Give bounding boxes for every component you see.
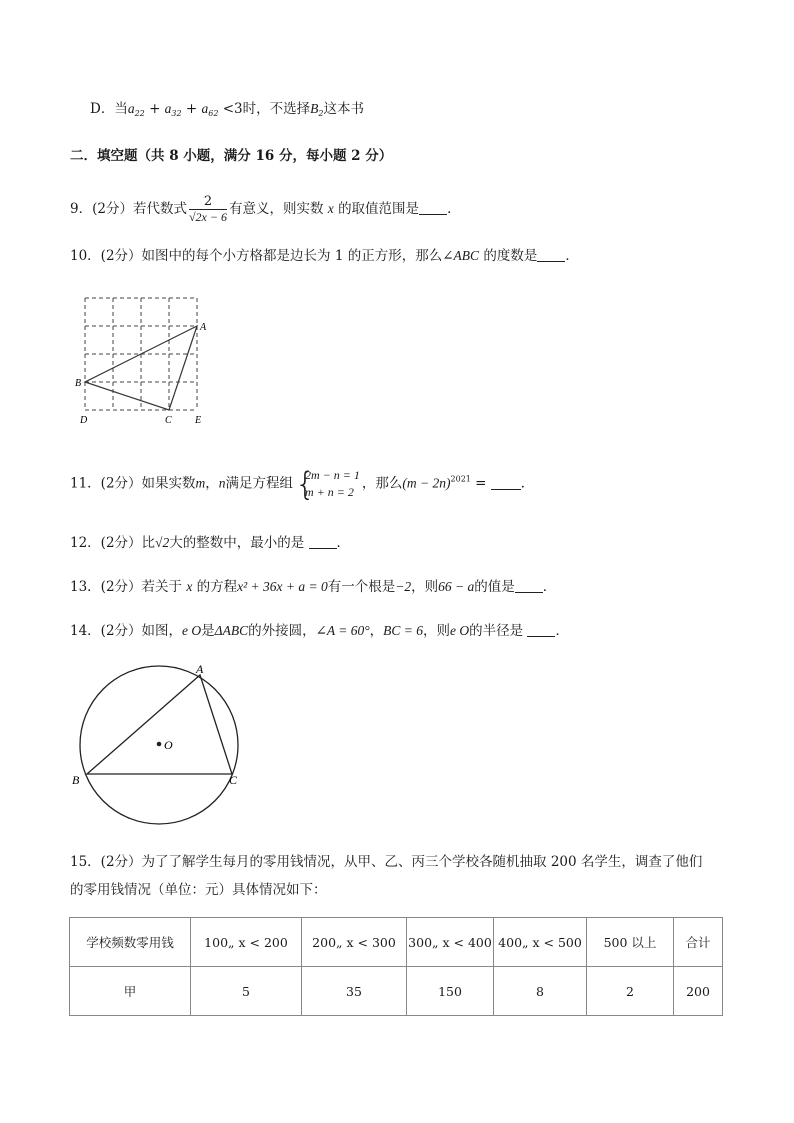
sub-2: 32 xyxy=(171,109,182,118)
center-point xyxy=(157,742,162,747)
q9-fraction xyxy=(189,194,227,225)
q14-mid2: 的外接圆， xyxy=(248,623,316,639)
var-a1: a xyxy=(127,101,135,116)
q14-circle: e O xyxy=(182,623,202,638)
question-9 xyxy=(70,194,461,225)
q12-answer-blank[interactable] xyxy=(309,534,337,549)
q13-mid3: ，则 xyxy=(411,579,439,595)
q14-sep: ， xyxy=(369,623,384,639)
q11-equation-system xyxy=(295,467,360,501)
q13-root: −2 xyxy=(395,579,412,594)
q10-grid-figure xyxy=(74,292,214,430)
q13-end: ． xyxy=(542,579,557,595)
q11-sep: ， xyxy=(205,475,219,492)
q10-end: ． xyxy=(565,248,579,264)
q11-eq2: m + n = 2 xyxy=(305,485,354,499)
q11-eq1: 2m − n = 1 xyxy=(305,468,360,482)
header-cell: 学校频数零用钱 xyxy=(70,918,191,967)
q14-angle: ∠A = 60° xyxy=(315,623,370,638)
option-d xyxy=(90,99,364,124)
q11-after: ，那么 xyxy=(361,475,403,492)
table-cell: 2 xyxy=(587,967,674,1016)
question-10 xyxy=(70,246,579,266)
label-a: A xyxy=(196,662,204,676)
table-cell: 甲 xyxy=(70,967,191,1016)
q13-lead: 13．(2分）若关于 xyxy=(70,579,183,595)
var-a3: a xyxy=(201,101,209,116)
q12-sqrt: √2 xyxy=(155,535,170,550)
q12-lead: 12．(2分）比 xyxy=(70,535,156,551)
header-cell: 400„ x < 500 xyxy=(494,918,587,967)
var-b: B xyxy=(310,101,319,116)
header-cell: 300„ x < 400 xyxy=(407,918,494,967)
q10-answer-blank[interactable] xyxy=(537,247,565,262)
table-cell: 35 xyxy=(302,967,407,1016)
q13-answer-blank[interactable] xyxy=(515,578,543,593)
q14-mid: 是 xyxy=(201,623,215,639)
table-cell: 5 xyxy=(191,967,302,1016)
label-a: A xyxy=(200,322,207,333)
q11-answer-blank[interactable] xyxy=(491,475,521,490)
q9-denominator: √2x − 6 xyxy=(188,210,227,224)
q13-tail: 的值是 xyxy=(474,579,515,595)
question-14 xyxy=(70,621,569,641)
q14-lead: 14．(2分）如图， xyxy=(70,623,183,639)
table-row xyxy=(70,967,723,1016)
header-cell: 100„ x < 200 xyxy=(191,918,302,967)
q14-triangle: ΔABC xyxy=(214,623,249,638)
q11-m: m xyxy=(195,475,206,491)
label-b: B xyxy=(75,378,82,389)
table-cell: 200 xyxy=(674,967,723,1016)
sub-3: 62 xyxy=(208,109,219,118)
q14-end: ． xyxy=(555,623,569,639)
question-15-line2: 的零用钱情况（单位：元）具体情况如下： xyxy=(70,882,327,898)
q14-circle-figure xyxy=(68,660,254,826)
plus-1: + xyxy=(149,101,161,117)
q13-expr: 66 − a xyxy=(438,579,475,594)
question-13 xyxy=(70,577,556,597)
q13-mid: 的方程 xyxy=(196,579,238,595)
sub-b: 2 xyxy=(318,109,324,118)
q14-answer-blank[interactable] xyxy=(527,622,555,637)
q13-equation: x² + 36x + a = 0 xyxy=(237,579,328,594)
label-o: O xyxy=(164,738,173,752)
label-c: C xyxy=(165,415,172,426)
sub-1: 22 xyxy=(134,109,145,118)
plus-2: + xyxy=(185,101,198,117)
q14-mid3: ，则 xyxy=(423,623,451,639)
header-cell: 200„ x < 300 xyxy=(302,918,407,967)
table-cell: 150 xyxy=(407,967,494,1016)
q14-side: BC = 6 xyxy=(383,623,424,638)
q9-numerator: 2 xyxy=(189,194,227,210)
label-d: D xyxy=(80,415,88,426)
label-e: E xyxy=(195,415,202,426)
q10-lead: 10．(2分）如图中的每个小方格都是边长为 1 的正方形，那么 xyxy=(70,248,443,264)
triangle-abc xyxy=(87,675,232,774)
q9-tail: 有意义，则实数 xyxy=(228,201,324,217)
option-d-suffix: 这本书 xyxy=(323,101,364,117)
table-cell: 8 xyxy=(494,967,587,1016)
q13-mid2: 有一个根是 xyxy=(327,579,396,595)
q13-var: x xyxy=(186,579,193,594)
q11-equals: = xyxy=(470,475,491,492)
question-12 xyxy=(70,533,350,553)
table-header-row xyxy=(70,918,723,967)
q11-n: n xyxy=(218,475,226,491)
q11-expr: (m − 2n) xyxy=(402,475,451,491)
brace: { xyxy=(295,465,316,503)
question-11 xyxy=(70,467,534,501)
q9-var: x xyxy=(327,201,334,216)
section-heading: 二．填空题（共 8 小题，满分 16 分，每小题 2 分） xyxy=(70,148,393,164)
question-15-line1: 15．(2分）为了了解学生每月的零用钱情况，从甲、乙、丙三个学校各随机抽取 200 名学生，调查了他们 xyxy=(70,854,703,870)
allowance-table xyxy=(69,917,723,1016)
header-cell: 合计 xyxy=(674,918,723,967)
q14-circle2: e O xyxy=(450,623,470,638)
q11-end: ． xyxy=(520,475,535,492)
label-c: C xyxy=(229,773,238,787)
label-b: B xyxy=(72,773,80,787)
q9-end: ． xyxy=(447,201,461,217)
option-d-relation: <3时，不选择 xyxy=(222,101,311,117)
q9-answer-blank[interactable] xyxy=(419,200,447,215)
q12-tail: 大的整数中，最小的是 xyxy=(169,535,305,551)
q10-angle: ∠ABC xyxy=(442,248,480,263)
q11-mid: 满足方程组 xyxy=(225,475,294,492)
header-cell: 500 以上 xyxy=(587,918,674,967)
q9-lead: 9．(2分）若代数式 xyxy=(70,201,187,217)
q9-tail2: 的取值范围是 xyxy=(338,201,420,217)
q10-tail: 的度数是 xyxy=(483,248,538,264)
q11-lead: 11．(2分）如果实数 xyxy=(70,475,196,492)
var-a2: a xyxy=(164,101,172,116)
q14-tail: 的半径是 xyxy=(469,623,524,639)
option-d-prefix: D．当 xyxy=(90,101,128,117)
q12-end: ． xyxy=(336,535,351,551)
q11-exponent: 2021 xyxy=(450,474,471,484)
